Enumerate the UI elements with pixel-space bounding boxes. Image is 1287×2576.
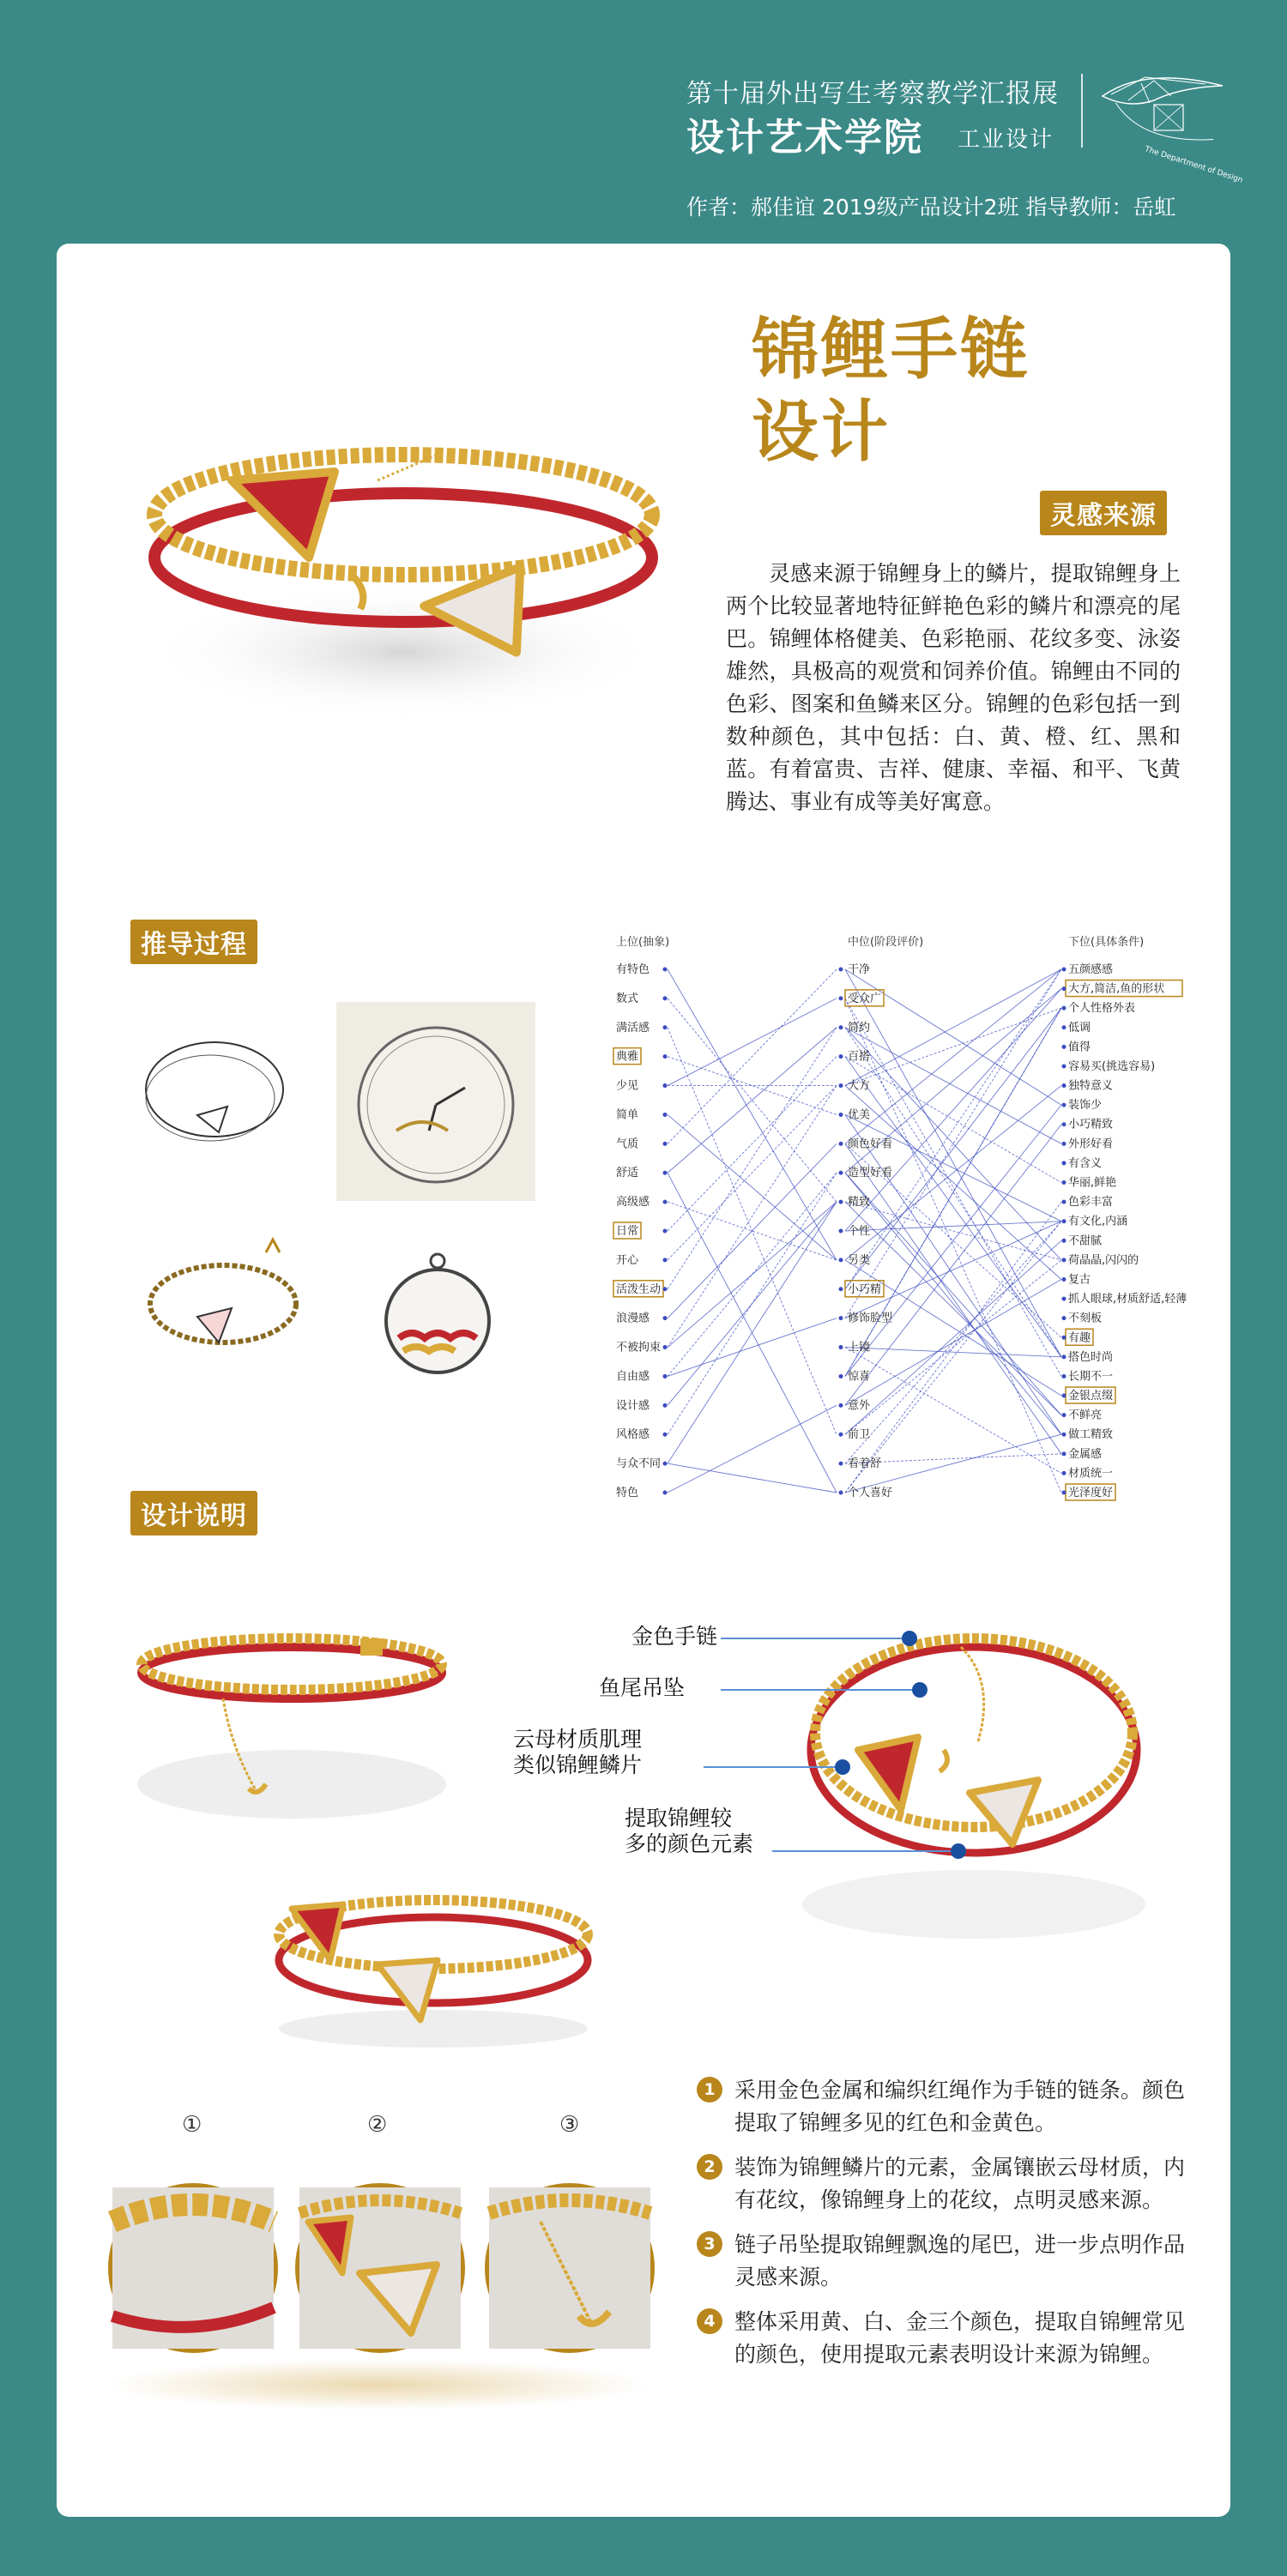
network-term: 装饰少	[1068, 1099, 1103, 1113]
network-link	[668, 1057, 837, 1231]
network-term: 高级感	[616, 1196, 650, 1210]
network-term: 看着舒	[848, 1457, 882, 1471]
network-term: 百搭	[848, 1050, 871, 1064]
network-node	[1062, 1471, 1066, 1475]
sketch-pendant	[369, 1244, 506, 1381]
detail-chain-image	[112, 2187, 274, 2349]
network-term: 受众广	[848, 992, 882, 1005]
network-node	[663, 1025, 668, 1029]
network-term: 不刻板	[1068, 1312, 1103, 1325]
network-link	[668, 1202, 837, 1347]
network-node	[839, 1433, 843, 1437]
exhibition-title: 第十届外出写生考察教学汇报展	[686, 79, 1059, 109]
network-term: 前卫	[848, 1428, 871, 1442]
network-node	[1062, 1103, 1066, 1107]
network-term: 独特意义	[1068, 1079, 1114, 1093]
note-item-4	[697, 2306, 1186, 2371]
network-term: 外形好看	[1068, 1137, 1114, 1151]
annotation-gold-chain: 金色手链	[631, 1624, 718, 1649]
network-term: 有含义	[1068, 1156, 1103, 1170]
network-term: 长期不一	[1068, 1370, 1114, 1384]
network-link	[668, 1463, 837, 1493]
network-node	[663, 1142, 668, 1146]
network-node	[839, 968, 843, 972]
network-node	[839, 1229, 843, 1234]
network-term: 干净	[848, 963, 871, 976]
render-bracelet-front	[266, 1883, 601, 2054]
note-item-3	[697, 2229, 1186, 2294]
network-node	[1062, 1413, 1066, 1417]
network-term: 开心	[616, 1253, 639, 1267]
callout-dot-1	[902, 1631, 917, 1646]
render-bracelet-side	[129, 1604, 455, 1827]
network-node	[1062, 1200, 1066, 1204]
network-node	[1062, 1122, 1066, 1126]
network-node	[1062, 968, 1066, 972]
note-text: 装饰为锦鲤鳞片的元素，金属镶嵌云母材质，内有花纹，像锦鲤身上的花纹，点明灵感来源。	[734, 2155, 1186, 2212]
derivation-badge: 推导过程	[130, 920, 257, 964]
network-node	[1062, 1336, 1066, 1340]
network-link	[845, 1348, 1061, 1357]
network-term: 个性	[848, 1225, 871, 1238]
major-name: 工业设计	[958, 127, 1054, 153]
network-node	[839, 1171, 843, 1175]
annotation-colors-line-1: 提取锦鲤较	[625, 1806, 733, 1831]
network-link	[668, 969, 837, 1143]
network-node	[1062, 1433, 1066, 1437]
network-term: 小巧精	[848, 1282, 882, 1296]
network-term: 金银点缀	[1068, 1390, 1114, 1403]
network-term: 惊喜	[848, 1370, 871, 1384]
network-node	[1062, 1045, 1066, 1049]
detail-number-2: ②	[367, 2112, 388, 2138]
network-node	[839, 1287, 843, 1291]
network-node	[663, 1374, 668, 1378]
network-node	[663, 1287, 668, 1291]
network-term: 做工精致	[1068, 1428, 1114, 1442]
design-notes-list	[697, 2074, 1186, 2383]
detail-number-1: ①	[182, 2112, 202, 2138]
gold-glow	[103, 2359, 652, 2410]
network-term: 大方	[848, 1079, 871, 1093]
network-node	[663, 996, 668, 1000]
network-term: 舒适	[616, 1167, 639, 1180]
network-term: 特色	[616, 1487, 639, 1499]
network-term: 有趣	[1068, 1331, 1091, 1345]
network-term: 与众不同	[616, 1457, 662, 1471]
network-term: 简单	[616, 1108, 639, 1122]
network-node	[839, 1374, 843, 1378]
network-term: 抓人眼球,材质舒适,轻薄	[1068, 1293, 1187, 1306]
network-node	[663, 1171, 668, 1175]
note-text: 采用金色金属和编织红绳作为手链的链条。颜色提取了锦鲤多见的红色和金黄色。	[734, 2078, 1186, 2135]
network-column-header: 中位(阶段评价)	[848, 936, 924, 949]
header-divider	[1081, 74, 1083, 148]
network-term: 典雅	[616, 1050, 639, 1064]
network-term: 上镜	[848, 1341, 871, 1354]
network-node	[839, 1142, 843, 1146]
network-term: 大方,简洁,鱼的形状	[1068, 982, 1165, 996]
callout-dot-3	[835, 1759, 850, 1775]
network-node	[1062, 1354, 1066, 1359]
network-node	[839, 1403, 843, 1408]
network-node	[1062, 1083, 1066, 1088]
network-term: 颜色好看	[848, 1137, 893, 1151]
network-node	[839, 1200, 843, 1204]
network-node	[663, 1258, 668, 1262]
network-term: 气质	[616, 1137, 639, 1151]
network-node	[1062, 1258, 1066, 1262]
network-node	[839, 1316, 843, 1320]
network-term: 数式	[616, 992, 639, 1005]
network-term: 优美	[848, 1108, 871, 1122]
network-node	[663, 1113, 668, 1117]
network-link	[668, 1202, 837, 1463]
network-term: 值得	[1068, 1041, 1091, 1054]
network-node	[663, 1054, 668, 1059]
network-node	[839, 1345, 843, 1349]
annotation-fish-tail: 鱼尾吊坠	[599, 1675, 686, 1700]
network-link	[668, 1086, 837, 1260]
note-number-badge: 3	[697, 2231, 722, 2257]
note-text: 链子吊坠提取锦鲤飘逸的尾巴，进一步点明作品灵感来源。	[734, 2232, 1186, 2289]
network-node	[663, 1316, 668, 1320]
network-link	[668, 1173, 837, 1434]
hero-bracelet-image	[129, 420, 678, 729]
annotation-colors	[625, 1806, 753, 1857]
network-column-header: 下位(具体条件)	[1068, 936, 1145, 949]
network-term: 意外	[848, 1399, 871, 1413]
school-name: 设计艺术学院	[686, 116, 923, 160]
network-term: 日常	[616, 1225, 639, 1238]
network-node	[663, 1491, 668, 1495]
title-line-2: 设计	[752, 394, 891, 471]
note-number-badge: 1	[697, 2077, 722, 2102]
network-node	[1062, 1394, 1066, 1398]
network-node	[1062, 1491, 1066, 1495]
network-term: 华丽,鲜艳	[1068, 1176, 1117, 1190]
annotation-mica	[513, 1727, 642, 1778]
author-line: 作者：郝佳谊 2019级产品设计2班 指导教师：岳虹	[686, 195, 1176, 220]
network-node	[663, 1403, 668, 1408]
network-link	[845, 1086, 1061, 1280]
network-link	[845, 1008, 1061, 1085]
network-term: 有文化,内涵	[1068, 1215, 1128, 1228]
network-node	[663, 1462, 668, 1466]
network-term: 满活感	[616, 1021, 650, 1035]
network-term: 浪漫感	[616, 1312, 650, 1325]
network-node	[1062, 1142, 1066, 1146]
network-term: 活泼生动	[616, 1282, 662, 1296]
network-link	[845, 1348, 1061, 1474]
network-node	[1062, 1239, 1066, 1243]
network-term: 色彩丰富	[1068, 1196, 1114, 1210]
network-term: 简约	[848, 1021, 871, 1035]
network-node	[1062, 1297, 1066, 1301]
note-item-1	[697, 2074, 1186, 2139]
network-node	[839, 1083, 843, 1088]
network-node	[839, 1054, 843, 1059]
network-term: 造型好看	[848, 1167, 893, 1180]
network-node	[1062, 1161, 1066, 1165]
page-title	[752, 309, 1030, 474]
network-term: 材质统一	[1068, 1467, 1114, 1481]
network-node	[1062, 1025, 1066, 1029]
network-term: 风格感	[616, 1428, 650, 1442]
network-link	[668, 998, 837, 1086]
network-link	[845, 1222, 1061, 1231]
network-link	[845, 989, 1061, 1231]
detail-circle-scale	[295, 2183, 465, 2353]
network-node	[663, 1083, 668, 1088]
network-term: 光泽度好	[1068, 1487, 1114, 1499]
network-node	[839, 1258, 843, 1262]
department-logo	[1094, 62, 1244, 185]
inspiration-badge: 灵感来源	[1040, 491, 1167, 535]
network-node	[663, 1229, 668, 1234]
network-link	[845, 998, 1061, 1493]
explanation-badge: 设计说明	[130, 1491, 257, 1535]
network-node	[839, 1113, 843, 1117]
network-link	[668, 1028, 837, 1173]
network-link	[845, 1202, 1061, 1260]
annotation-mica-line-2: 类似锦鲤鳞片	[513, 1753, 643, 1777]
network-node	[839, 1491, 843, 1495]
network-link	[668, 1114, 837, 1259]
network-term: 荷晶晶,闪闪的	[1068, 1253, 1139, 1267]
network-node	[663, 1200, 668, 1204]
detail-tail-image	[489, 2187, 650, 2349]
note-number-badge: 4	[697, 2308, 722, 2334]
network-term: 小巧精致	[1068, 1118, 1114, 1131]
network-link	[845, 1222, 1061, 1493]
network-node	[839, 996, 843, 1000]
sketch-watch	[336, 1002, 535, 1201]
network-term: 个人喜好	[848, 1487, 893, 1499]
network-term: 自由感	[616, 1370, 650, 1384]
network-term: 设计感	[616, 1399, 650, 1413]
network-node	[663, 968, 668, 972]
detail-circle-tail	[485, 2183, 655, 2353]
sketch-bracelet-2	[137, 1235, 309, 1364]
intro-paragraph: 灵感来源于锦鲤身上的鳞片，提取锦鲤身上两个比较显著地特征鲜艳色彩的鳞片和漂亮的尾巴。锦鲤体格健美、色彩艳丽、花纹多变、泳姿雄然，具极高的观赏和饲养价值。锦鲤由不同的色彩、图案和鱼鳞来区分。锦鲤的色彩包括一到数种颜色，其中包括：白、黄、橙、红、黑和蓝。有着富贵、吉祥、健康、幸福、和平、飞黄腾达、事业有成等美好寓意。	[726, 561, 1181, 814]
note-item-2	[697, 2151, 1186, 2217]
annotation-colors-line-2: 多的颜色元素	[625, 1831, 754, 1856]
network-term: 容易买(挑选容易)	[1068, 1059, 1156, 1073]
derivation-network-diagram	[601, 926, 1201, 1518]
detail-number-3: ③	[559, 2112, 580, 2138]
network-node	[1062, 1277, 1066, 1282]
network-node	[839, 1462, 843, 1466]
network-node	[839, 1025, 843, 1029]
network-node	[1062, 1219, 1066, 1223]
title-line-1: 锦鲤手链	[752, 311, 1030, 389]
callout-dot-2	[912, 1682, 927, 1698]
network-link	[845, 1028, 1061, 1144]
network-term: 不鲜亮	[1068, 1409, 1103, 1422]
network-node	[1062, 1180, 1066, 1185]
detail-circle-chain	[108, 2183, 278, 2353]
network-term: 另类	[848, 1253, 871, 1267]
sketch-bracelet-1	[129, 1012, 300, 1167]
detail-scale-image	[299, 2187, 461, 2349]
network-node	[663, 1345, 668, 1349]
network-link	[668, 1143, 837, 1318]
network-column-header: 上位(抽象)	[616, 936, 670, 949]
note-text: 整体采用黄、白、金三个颜色，提取自锦鲤常见的颜色，使用提取元素表明设计来源为锦鲤。	[734, 2309, 1186, 2367]
network-node	[1062, 1006, 1066, 1010]
network-term: 少见	[616, 1079, 639, 1093]
network-term: 复古	[1068, 1273, 1091, 1287]
department-logo-text: The Department of Design	[1143, 145, 1244, 185]
network-term: 搭色时尚	[1068, 1350, 1114, 1364]
network-node	[1062, 1451, 1066, 1456]
note-number-badge: 2	[697, 2154, 722, 2180]
network-term: 不甜腻	[1068, 1234, 1103, 1248]
network-link	[668, 1028, 837, 1289]
network-node	[1062, 1316, 1066, 1320]
network-link	[668, 1405, 837, 1493]
network-term: 金属感	[1068, 1447, 1103, 1461]
network-term: 修饰脸型	[848, 1312, 893, 1325]
network-node	[1062, 1064, 1066, 1068]
annotation-mica-line-1: 云母材质肌理	[513, 1727, 643, 1752]
network-term: 五颜感感	[1068, 963, 1114, 976]
network-term: 不被拘束	[616, 1341, 662, 1354]
network-node	[663, 1433, 668, 1437]
network-link	[668, 1318, 837, 1377]
network-term: 精致	[848, 1196, 871, 1210]
network-term: 个人性格外表	[1068, 1002, 1136, 1016]
network-term: 低调	[1068, 1021, 1091, 1035]
network-node	[1062, 986, 1066, 991]
callout-dot-4	[951, 1843, 966, 1859]
network-term: 有特色	[616, 963, 650, 976]
network-node	[1062, 1374, 1066, 1378]
